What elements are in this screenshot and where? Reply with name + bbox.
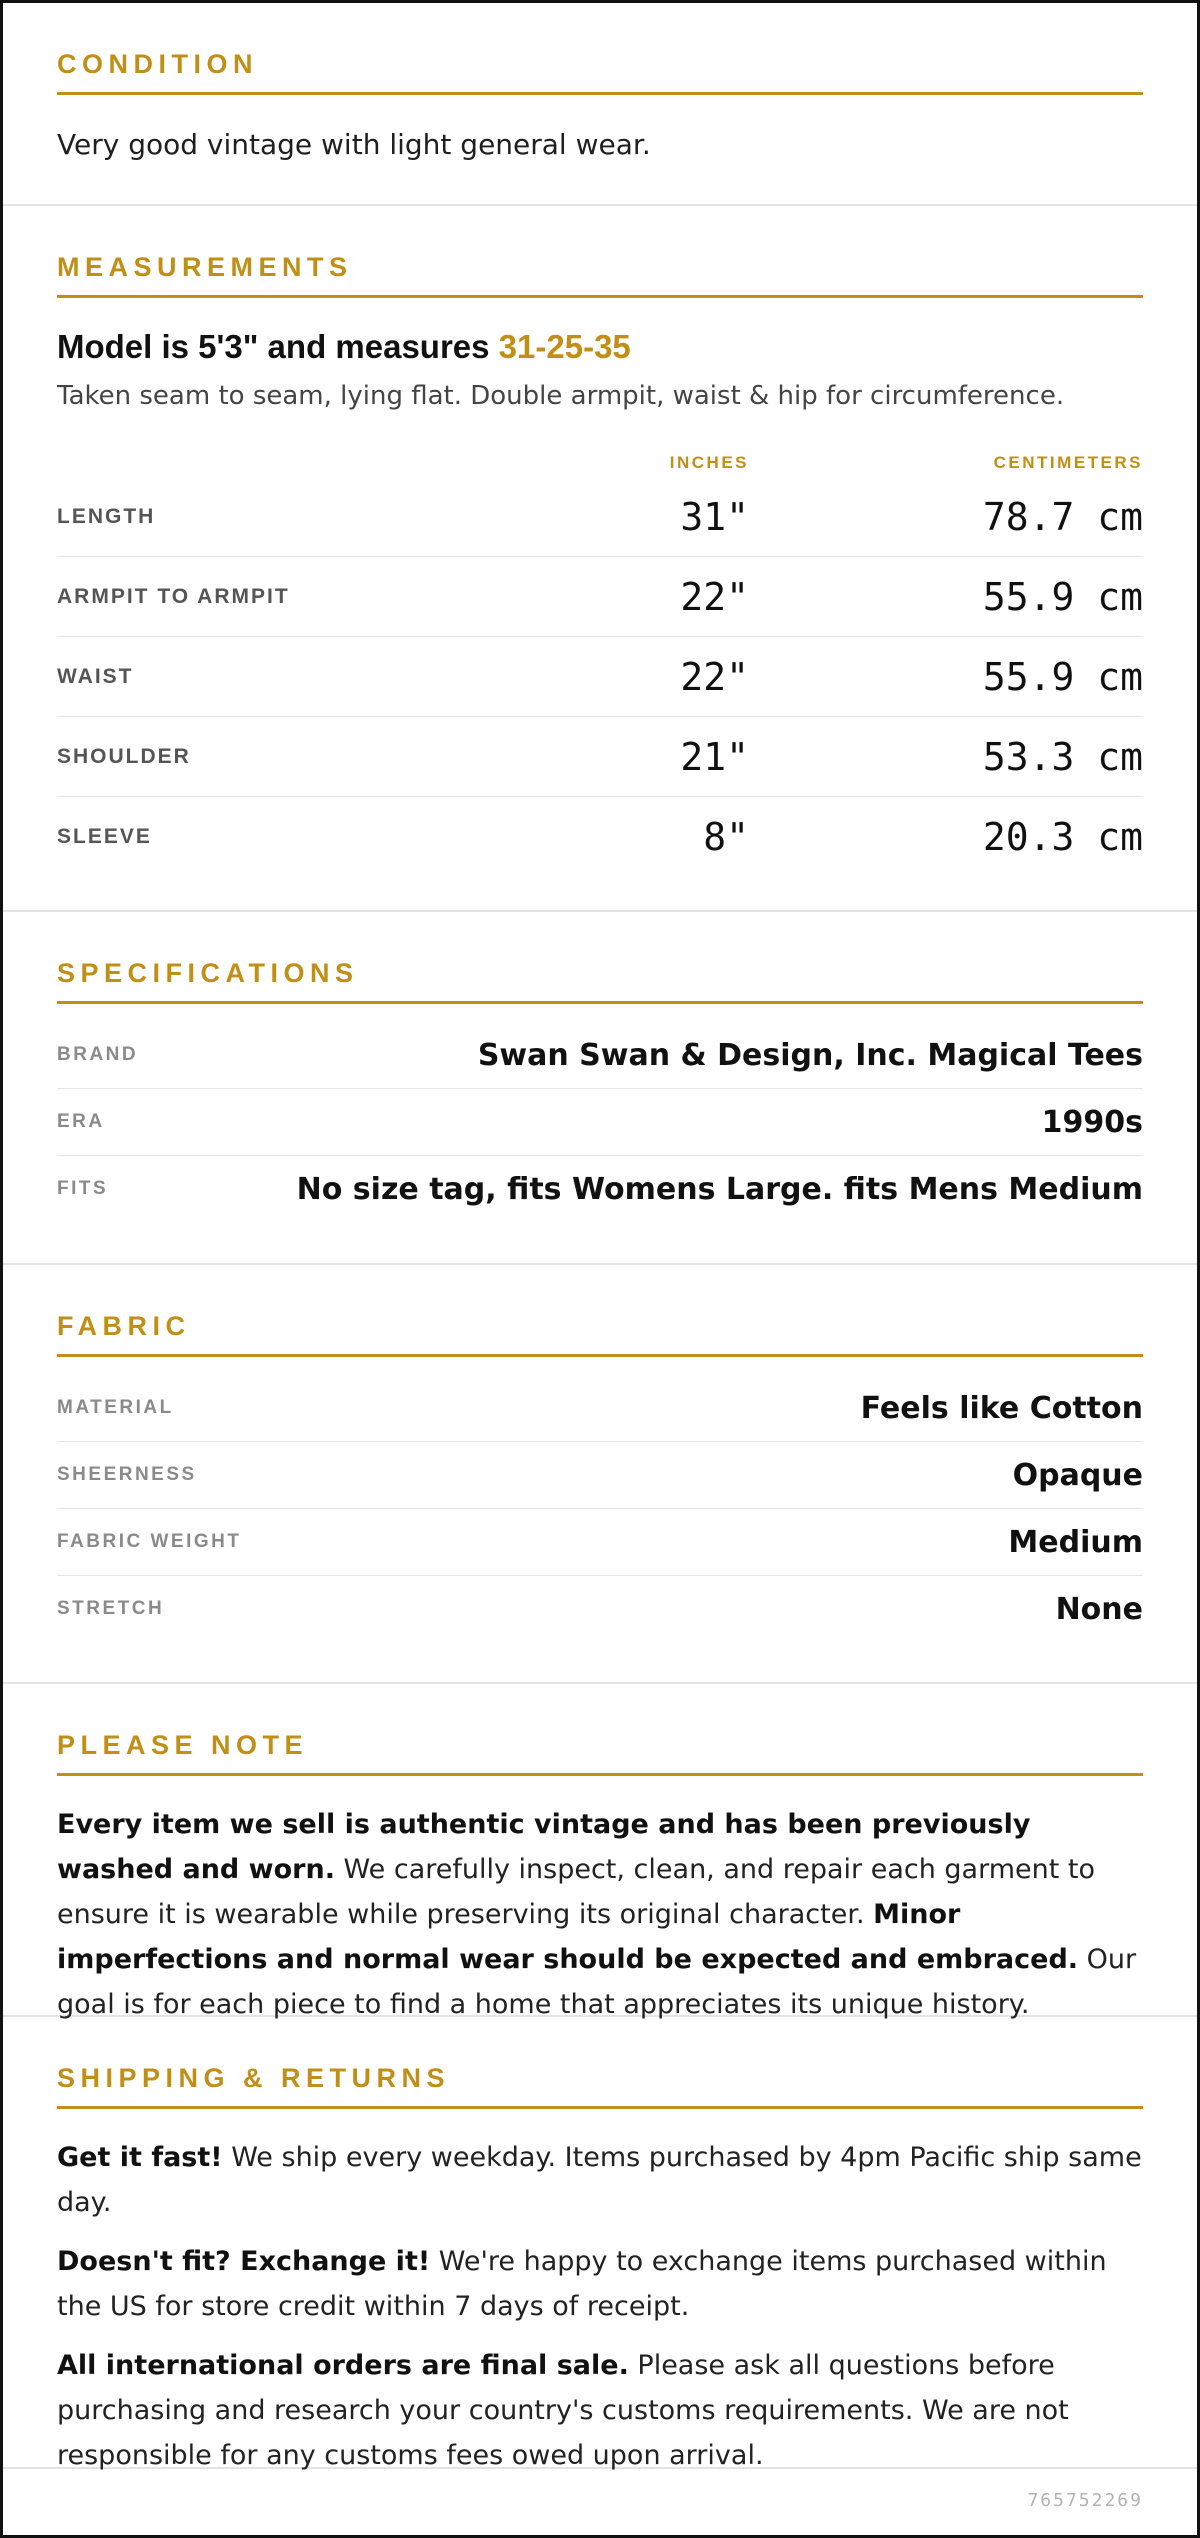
shipping-paragraph-international [57, 2343, 1143, 2478]
measurements-section [3, 206, 1197, 912]
measurement-inches: 22" [680, 654, 749, 699]
condition-section [3, 3, 1197, 206]
shipping-text: We're happy to exchange items purchased within the US for store credit within 7 days of receipt. [57, 2246, 1107, 2322]
measurement-cm: 55.9 cm [982, 654, 1143, 699]
fabric-label: STRETCH [57, 1598, 165, 1619]
shipping-heading: SHIPPING & RETURNS [57, 2063, 1143, 2109]
shipping-paragraph-exchange [57, 2239, 1143, 2329]
measurement-label: WAIST [57, 664, 134, 688]
measurement-inches: 21" [680, 734, 749, 779]
fabric-label: SHEERNESS [57, 1464, 197, 1485]
condition-text: Very good vintage with light general wear. [57, 128, 651, 161]
spec-label: ERA [57, 1111, 105, 1132]
note-text-2: Our goal is for each piece to find a home that appreciates its unique history. [57, 1944, 1137, 2020]
specifications-section [3, 912, 1197, 1265]
fabric-value: Medium [1008, 1524, 1143, 1560]
inches-column-header: INCHES [669, 453, 749, 472]
note-text-1: We carefully inspect, clean, and repair each garment to ensure it is wearable while preserving its original character. [57, 1854, 1096, 1930]
measurement-inches: 8" [703, 814, 749, 859]
shipping-bold: Get it fast! [57, 2142, 223, 2173]
condition-heading: CONDITION [57, 49, 1143, 95]
measurement-row-sleeve [57, 797, 1143, 876]
fabric-label: FABRIC WEIGHT [57, 1531, 242, 1552]
fabric-heading: FABRIC [57, 1311, 1143, 1357]
shipping-section [3, 2017, 1197, 2469]
shipping-paragraph-fast [57, 2135, 1143, 2225]
please-note-section [3, 1684, 1197, 2020]
please-note-heading: PLEASE NOTE [57, 1730, 1143, 1776]
spec-row-fits [57, 1156, 1143, 1222]
shipping-text: We ship every weekday. Items purchased by 4pm Pacific ship same day. [57, 2142, 1142, 2218]
measurement-cm: 53.3 cm [982, 734, 1143, 779]
fabric-list [57, 1375, 1143, 1642]
spec-label: FITS [57, 1178, 109, 1199]
note-bold-1: Every item we sell is authentic vintage and has been previously washed and worn. [57, 1809, 1031, 1885]
measurement-label: ARMPIT TO ARMPIT [57, 584, 290, 608]
measurement-label: SHOULDER [57, 744, 191, 768]
spec-label: BRAND [57, 1044, 139, 1065]
measurement-cm: 55.9 cm [982, 574, 1143, 619]
fabric-row-sheerness [57, 1442, 1143, 1509]
measurement-cm: 20.3 cm [982, 814, 1143, 859]
measurement-label: LENGTH [57, 504, 156, 528]
shipping-text: Please ask all questions before purchasing and research your country's customs requirements. We are not responsible for any customs fees owed upon arrival. [57, 2350, 1069, 2471]
model-measurements: 31-25-35 [498, 328, 631, 365]
spec-value: Swan Swan & Design, Inc. Magical Tees [477, 1037, 1143, 1073]
measurements-heading: MEASUREMENTS [57, 252, 1143, 298]
spec-value: No size tag, fits Womens Large. fits Mens Medium [296, 1171, 1143, 1207]
measurement-row-waist [57, 637, 1143, 717]
measurement-row-shoulder [57, 717, 1143, 797]
model-info [57, 328, 1143, 366]
shipping-bold: Doesn't fit? Exchange it! [57, 2246, 431, 2277]
fabric-value: Feels like Cotton [860, 1390, 1143, 1426]
note-bold-2: Minor imperfections and normal wear should be expected and embraced. [57, 1899, 1079, 1975]
measurement-cm: 78.7 cm [982, 494, 1143, 539]
measurement-note: Taken seam to seam, lying flat. Double armpit, waist & hip for circumference. [57, 381, 1065, 411]
centimeters-column-header: CENTIMETERS [993, 453, 1143, 472]
specifications-list [57, 1022, 1143, 1222]
please-note-text [57, 1802, 1143, 2027]
measurement-table [57, 477, 1143, 876]
fabric-row-material [57, 1375, 1143, 1442]
fabric-value: Opaque [1012, 1457, 1143, 1493]
measurement-row-armpit [57, 557, 1143, 637]
specifications-heading: SPECIFICATIONS [57, 958, 1143, 1004]
measurement-inches: 31" [680, 494, 749, 539]
fabric-label: MATERIAL [57, 1397, 174, 1418]
fabric-section [3, 1265, 1197, 1684]
spec-value: 1990s [1041, 1104, 1143, 1140]
measurement-row-length [57, 477, 1143, 557]
spec-row-brand [57, 1022, 1143, 1089]
spec-row-era [57, 1089, 1143, 1156]
fabric-row-weight [57, 1509, 1143, 1576]
shipping-bold: All international orders are final sale. [57, 2350, 629, 2381]
measurement-label: SLEEVE [57, 824, 152, 848]
model-info-prefix: Model is 5'3" and measures [57, 328, 490, 365]
fabric-value: None [1055, 1591, 1143, 1627]
measurement-inches: 22" [680, 574, 749, 619]
fabric-row-stretch [57, 1576, 1143, 1642]
measurement-header [57, 453, 1143, 477]
item-id: 765752269 [1027, 2490, 1143, 2511]
